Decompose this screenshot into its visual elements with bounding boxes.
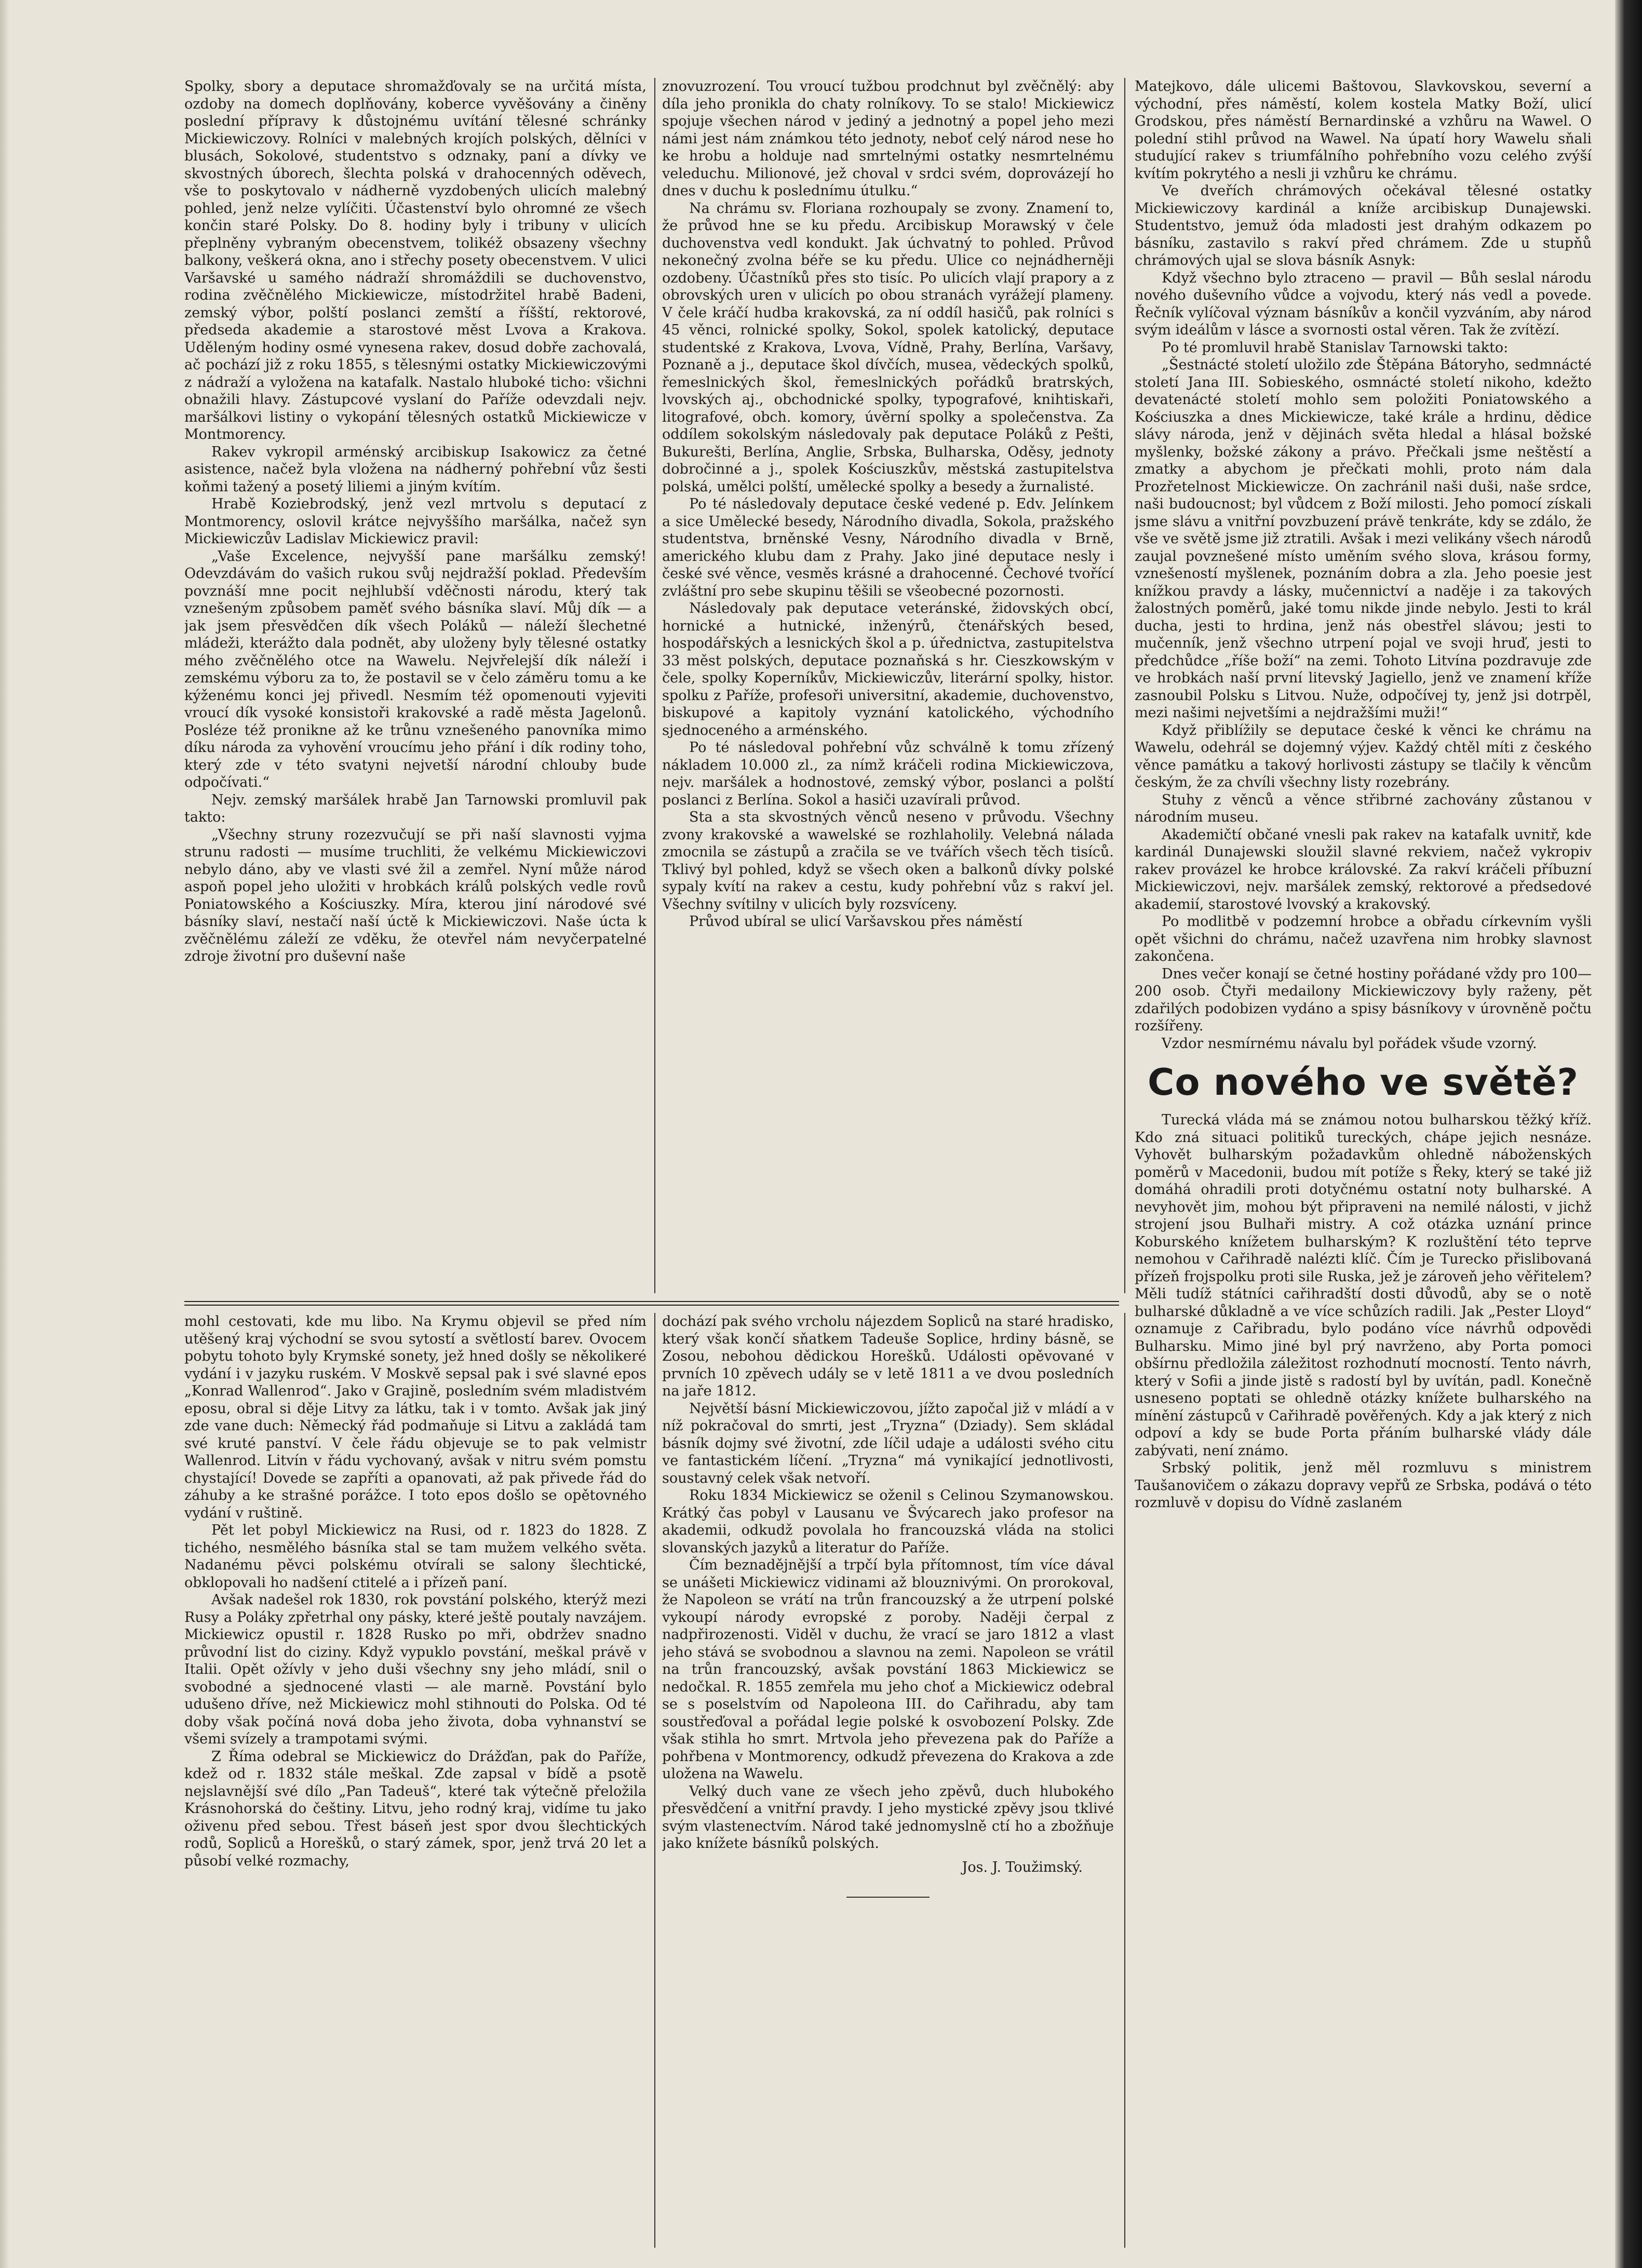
paragraph: Po modlitbě v podzemní hrobce a obřadu církevním vyšli opět všichni do chrámu, načež uzavřena nim hrobky slavnost zakončena.	[1135, 914, 1592, 964]
paragraph: Dnes večer konají se četné hostiny pořádané vždy pro 100—200 osob. Čtyři medailony Mickiewiczovy byly raženy, pět zdařilých podobizen vydáno a spisy básníkovy v úrovněně počtu rozšířeny.	[1135, 965, 1592, 1034]
paragraph: Po té následoval pohřební vůz schválně k tomu zřízený nákladem 10.000 zl., za nímž kráčeli rodina Mickiewiczova, nejv. maršálek a hodnostové, zemský výbor, poslanci a polští poslanci z Berlína. Sokol a hasiči uzavírali průvod.	[662, 740, 1114, 808]
paragraph: „Šestnácté století uložilo zde Štěpána Bátoryho, sedmnácté století Jana III. Sobieského, osmnácté století nikoho, kdežto devatenácté století mohlo sem položiti Poniatowského a Kościuszka a dnes Mickiewicze, také krále a hrdinu, dědice slávy národa, jenž v dějinách světa hledal a hlásal božské myšlenky, božské zákony a právo. Přečkali jsme neštěstí a zmatky a abychom je přečkati mohli, proto nám dala Prozřetelnost Mickiewicze. On zachránil naši duši, naše srdce, naši budoucnost; byl vůdcem z Boží milosti. Jeho pomocí získali jsme slávu a vnitřní povzbuzení právě tenkráte, kdy se zdálo, že vše ve světě jsme již ztratili. Avšak i mezi velikány všech národů zaujal povznešené místo uměním svého slova, krásou formy, vznešeností myšlenek, poznáním dobra a zla. Jeho poesie jest knížkou pravdy a lásky, mučennictví a naděje i za takových žalostných poměrů, jaké tomu nikde jinde nebylo. Jesti to král ducha, jesti to hrdina, jenž nás obestřel slávou; jesti to mučenník, jenž všechno utrpení pojal ve svoji hruď, jesti to předchůdce „říše boží“ na zemi. Tohoto Litvína pozdravuje zde ve hrobkách naší první litevský Jagiello, jenž ve znamení kříže zasnoubil Polsku s Litvou. Nuže, odpočívej ty, jenž jsi dotrpěl, mezi našimi nejvetšími a nejdražšími muži!“	[1135, 357, 1592, 721]
paragraph: Rakev vykropil arménský arcibiskup Isakowicz za četné asistence, načež byla vložena na nádherný pohřební vůz šesti koňmi tažený a posetý liliemi a jiným kvítím.	[184, 444, 647, 495]
paragraph: dochází pak svého vrcholu nájezdem Sopliců na staré hradisko, který však končí sňatkem Tadeuše Soplice, hrdiny básně, se Zosou, nebohou dědickou Horešků. Události opěvované v prvních 10 zpěvech udály se v letě 1811 a ve dvou posledních na jaře 1812.	[662, 1313, 1114, 1399]
paragraph: Turecká vláda má se známou notou bulharskou těžký kříž. Kdo zná situaci politiků tureckých, chápe jejich nesnáze. Vyhovět bulharským požadavkům ohledně náboženských poměrů v Macedonii, budou mít potíže s Řeky, který se také již domáhá ohradili proti dotyčnému ostatní noty bulharské. A nevyhovět jim, mohou být připraveni na nemilé nálosti, v jichž strojení jsou Bulhaři mistry. A což otázka uznání prince Koburského knížetem bulharským? K rozluštění této teprve nemohou v Cařihradě nalézti klíč. Čím je Turecko přislibovaná přízeň frojspolku proti sile Ruska, jež je zároveň jeho věřitelem? Měli tudíž státníci cařihradští dosti důvodů, aby se o notě bulharské důkladně a ve více schůzích radili. Jak „Pester Lloyd“ oznamuje z Cařibradu, bylo podáno více návrhů odpovědi Bulharsku. Mimo jiné byl prý navrženo, aby Porta pomoci obšírnu předložila záležitost rozhodnutí mocností. Tento návrh, který v Sofii a jinde jistě s radostí byl by uvítán, padl. Konečně usneseno poptati se ohledně otázky knížete bulharského na mínění zástupců v Cařihradě pověřených. Kdy a jak který z nich odpoví a kdy se bude Porta přáním bulharské vlády dále zabývati, není známo.	[1135, 1112, 1592, 1459]
paragraph: Sta a sta skvostných věnců neseno v průvodu. Všechny zvony krakovské a wawelské se rozhlaholily. Velebná nálada zmocnila se zástupů a zračila se ve tvářích všech těch tisíců. Tklivý byl pohled, když se všech oken a balkonů dívky polské sypaly kvítí na rakev a cestu, kudy pohřební vůz s rakví jel. Všechny svítilny v ulicích byly rozsvíceny.	[662, 809, 1114, 912]
paragraph: Hrabě Koziebrodský, jenž vezl mrtvolu s deputací z Montmorency, oslovil krátce nejvyššího maršálka, načež syn Mickiewiczův Ladislav Mickiewicz pravil:	[184, 496, 647, 547]
newspaper-page	[184, 78, 1607, 2249]
column-2	[662, 1313, 1114, 2248]
paragraph: Velký duch vane ze všech jeho zpěvů, duch hlubokého přesvědčení a vnitřní pravdy. I jeho mystické zpěvy jsou tklivé svým vlastenectvím. Národ také jednomyslně ctí ho a zbožňuje jako knížete básníků polských.	[662, 1783, 1114, 1851]
paragraph: „Všechny struny rozezvučují se při naší slavnosti vyjma strunu radosti — musíme truchliti, že velkému Mickiewiczovi nebylo dáno, aby ve vlasti své žil a zemřel. Nyní může národ aspoň popel jeho uložiti v hrobkách králů polských vedle rovů Poniatowského a Kościuszky. Míra, kterou jiní národové své básníky slaví, nestačí naší úctě k Mickiewiczovi. Naše úcta k zvěčnělému záleží ze vděku, že otevřel nám nevyčerpatelné zdroje životní pro duševní naše	[184, 826, 647, 964]
scan-edge-right	[1615, 0, 1642, 2268]
paragraph: Matejkovo, dále ulicemi Baštovou, Slavkovskou, severní a východní, přes náměstí, kolem kostela Matky Boží, ulicí Grodskou, přes náměstí Bernardinské a vzhůru na Wawel. O polední stihl průvod na Wawel. Na úpatí hory Wawelu sňali studující rakev s triumfálního pohřebního vozu celého zvýší kvítím pokrytého a nesli ji vzhůru ke chrámu.	[1135, 78, 1592, 182]
paragraph: Čím beznadějnější a trpčí byla přítomnost, tím více dával se unášeti Mickiewicz vidinami až blouznivými. On prorokoval, že Napoleon se vrátí na trůn francouzský a že utrpení polské vykoupí národy evropské z poroby. Naději čerpal z nadpřirozenosti. Viděl v duchu, že vrací se jaro 1812 a vlast jeho stává se svobodnou a slavnou na zemi. Napoleon se vrátil na trůn francouzský, avšak povstání 1863 Mickiewicz se nedočkal. R. 1855 zemřela mu jeho choť a Mickiewicz odebral se s poselstvím od Napoleona III. do Cařihradu, aby tam soustřeďoval a pořádal legie polské k osvobození Polsky. Zde však stihla ho smrt. Mrtvola jeho převezena pak do Paříže a pohřbena v Montmorency, odkudž převezena do Krakova a zde uložena na Wawelu.	[662, 1557, 1114, 1782]
paragraph: „Vaše Excelence, nejvyšší pane maršálku zemský! Odevzdávám do vašich rukou svůj nejdražší poklad. Především povznáší mne pocit nejhlubší vděčnosti národu, který tak vznešeným způsobem paměť svého básníka slaví. Můj dík — a jak jsem přesvědčen dík všech Poláků — náleží šlechetné mládeži, kterážto dala podnět, aby uloženy byly tělesné ostatky mého zvěčnělého otce na Wawelu. Nejvřelejší dík náleží i zemskému výboru za to, že postavil se v čelo záměru tomu a ke kýženému konci jej přivedl. Nesmím též opomenouti vyjeviti vroucí dík vysoké konsistoři krakovské a radě města Jagelonů. Posléze též pronikne až ke trůnu vznešeného panovníka mimo díku národa za vyhovění vroucímu jeho přání i dík rodiny toho, který zde v této svatyni nejvetší národní chlouby bude odpočívati.“	[184, 548, 647, 790]
section-heading: Co nového ve světě?	[1148, 1061, 1579, 1104]
paragraph: Nejv. zemský maršálek hrabě Jan Tarnowski promluvil pak takto:	[184, 791, 647, 825]
paragraph: Vzdor nesmírnému návalu byl pořádek všude vzorný.	[1162, 1035, 1537, 1052]
paragraph: Největší básní Mickiewiczovou, jížto započal již v mládí a v níž pokračoval do smrti, jest „Tryzna“ (Dziady). Sem skládal básník dojmy své životní, zde líčil udaje a události svého citu ve fantastickém líčení. „Tryzna“ má vynikající jednotlivosti, soustavný celek však netvoří.	[662, 1400, 1114, 1486]
paragraph: Roku 1834 Mickiewicz se oženil s Celinou Szymanowskou. Krátký čas pobyl v Lausanu ve Švýcarech jako profesor na akademii, odkudž povolala ho francouzská vláda na stolici slovanských jazyků a literatur do Paříže.	[662, 1487, 1114, 1556]
paragraph: Na chrámu sv. Floriana rozhoupaly se zvony. Znamení to, že průvod hne se ku předu. Arcibiskup Morawský v čele duchovenstva vedl kondukt. Jak úchvatný to pohled. Průvod nekonečný zvolna béře se ku předu. Ulice co nejnádherněji ozdobeny. Účastníků přes sto tisíc. Po ulicích vlají prapory a z obrovských uren v ulicích po obou stranách vyrážejí plameny. V čele kráčí hudba krakovská, za ní oddíl hasičů, pak rolníci s 45 věnci, rolnické spolky, Sokol, spolek katolický, deputace studentské z Krakova, Lvova, Vídně, Prahy, Berlína, Varšavy, Poznaně a j., deputace škol dívčích, musea, vědeckých spolků, řemeslnických škol, řemeslnických pořádků bratrských, lvovských aj., obchodnické spolky, typografové, knihtiskaři, litografové, obch. komory, úvěrní spolky a společenstva. Za oddílem sokolským následovaly pak deputace Poláků z Pešti, Bukurešti, Berlína, Anglie, Srbska, Bulharska, Oděsy, jednoty dobročinné a j., spolek Kościuszkův, městská zastupitelstva polská, umělci polští, umělecké spolky a besedy a žurnalisté.	[662, 200, 1114, 495]
column-divider	[1124, 1313, 1125, 2248]
column-1	[184, 1313, 647, 2248]
scan-edge-left	[0, 0, 9, 2268]
paragraph: Z Říma odebral se Mickiewicz do Drážďan, pak do Paříže, kdež od r. 1832 stále meškal. Zde zapsal v bídě a psotě nejslavnější své dílo „Pan Tadeuš“, které tak výtečně přeložila Krásnohorská do češtiny. Litvu, jeho rodný kraj, vidíme tu jako oživenu před sebou. Třest báseň jest spor dvou šlechtických rodů, Sopliců a Horešků, o starý zámek, spor, jenž trvá 20 let a působí velké rozmachy,	[184, 1748, 647, 1869]
paragraph: Ve dveřích chrámových očekával tělesné ostatky Mickiewiczovy kardinál a kníže arcibiskup Dunajewski. Studentstvo, jemuž óda mladosti jest drahým odkazem po básníku, zastavilo s rakví před chrámem. Zde u stupňů chrámových ujal se slova básník Asnyk:	[1135, 183, 1592, 269]
column-divider	[654, 78, 655, 1293]
feuilleton-section	[184, 1313, 1607, 2248]
column-1	[184, 78, 647, 1293]
author-signature: Jos. J. Toužimský.	[962, 1859, 1083, 1875]
paragraph: mohl cestovati, kde mu libo. Na Krymu objevil se před ním utěšený kraj východní se svou sytostí a světlostí barev. Ovocem pobytu tohoto byly Krymské sonety, jež hned došly se několikeré vydání i v jazyku ruském. V Moskvě sepsal pak i své slavné epos „Konrad Wallenrod“. Jako v Grajině, posledním svém mladistvém eposu, obral si děje Litvy za látku, tak i v tomto. Avšak jak jiný zde vane duch: Německý řád podmaňuje si Litvu a zakládá tam své kruté panství. V čele řádu objevuje se to pak velmistr Wallenrod. Litvín v řádu vychovaný, avšak v nitru svém pomstu chystající! Dovede se zapříti a opanovati, až pak přivede řád do záhuby a ke strašné porážce. I toto epos došlo se opětovného vydání v ruštině.	[184, 1313, 647, 1521]
paragraph: Pět let pobyl Mickiewicz na Rusi, od r. 1823 do 1828. Z tichého, nesmělého básníka stal se tam mužem velkého světa. Nadanému pěvci polskému otvírali se salony šlechtické, obklopovali ho nadšení ctitelé a i přízeň paní.	[184, 1522, 647, 1591]
paragraph: Následovaly pak deputace veteránské, židovských obcí, hornické a hutnické, inženýrů, čtenářských besed, hospodářských a lesnických škol a p. úřednictva, zastupitelstva 33 měst polských, deputace poznaňská s hr. Cieszkowským v čele, spolky Koperníkův, Mickiewiczův, literární spolky, histor. spolku z Paříže, profesoři universitní, akademie, duchovenstvo, biskupové a kapitoly vyznání katolického, východního sjednoceného a arménského.	[662, 600, 1114, 739]
paragraph: Avšak nadešel rok 1830, rok povstání polského, kterýž mezi Rusy a Poláky zpřetrhal ony pásky, které ještě poutaly navzájem. Mickiewicz opustil r. 1828 Rusko po mři, obdržev snadno průvodní list do ciziny. Když vypuklo povstání, meškal právě v Italii. Opět ožívly v jeho duši všechny sny jeho mládí, snil o svobodné a sjednocené vlasti — ale marně. Povstání bylo udušeno dříve, než Mickiewicz mohl stihnouti do Polska. Od té doby však počíná nová doba jeho života, doba vyhnanství se všemi svízely a trampotami svými.	[184, 1592, 647, 1747]
paragraph: Stuhy z věnců a věnce střibrné zachovány zůstanou v národním museu.	[1135, 791, 1592, 825]
paragraph: Průvod ubíral se ulicí Varšavskou přes náměstí	[689, 914, 1022, 930]
paragraph: Po té promluvil hrabě Stanislav Tarnowski takto:	[1162, 339, 1509, 356]
paragraph: Srbský politik, jenž měl rozmluvu s ministrem Taušanovičem o zákazu dopravy vepřů ze Srbska, podává o této rozmluvě v dopisu do Vídně zaslaném	[1135, 1460, 1592, 1511]
paragraph: Spolky, sbory a deputace shromažďovaly se na určitá místa, ozdoby na domech doplňovány, koberce vyvěšovány a činěny poslední přípravy k důstojnému uvítání tělesné schránky Mickiewiczovy. Rolníci v malebných krojích polských, dělníci v blusách, Sokolové, studentstvo s odznaky, paní a dívky ve skvostných úborech, šlechta polská v drahocenných oděvech, vše to poskytovalo v nádherně vyzdobených ulicích malebný pohled, jenž nelze vylíčiti. Účastenství bylo ohromné ze všech končin staré Polsky. Do 8. hodiny byly i tribuny v ulicích přeplněny vybraným obecenstvem, tolikéž obsazeny všechny balkony, veškerá okna, ano i střechy posety obecenstvem. V ulici Varšavské u samého nádraží shromáždili se duchovenstvo, rodina zvěčnělého Mickiewicze, místodržitel hrabě Badeni, zemský výbor, polští poslanci zemští a říšští, rektorové, předseda akademie a starostové měst Lvova a Krakova. Uděleným hodiny osmé vynesena rakev, dosud dobře zachovalá, ač pochází již z roku 1855, s tělesnými ostatky Mickiewiczovými z nádraží a vyložena na katafalk. Nastalo hluboké ticho: všichni obnažili hlavy. Zástupcové vyslaní do Paříže odevzdali nejv. maršálkovi listiny o vykopání tělesných ostatků Mickiewicze v Montmorency.	[184, 78, 647, 442]
paragraph: Když přiblížily se deputace české k věnci ke chrámu na Wawelu, odehrál se dojemný výjev. Každý chtěl míti z českého věnce památku a takový horlivosti zástupy se tlačily k věncům českým, že za chvíli všechny listy rozebrány.	[1135, 722, 1592, 790]
section-divider	[184, 1301, 1119, 1306]
end-rule	[846, 1897, 930, 1898]
paragraph: Po té následovaly deputace české vedené p. Edv. Jelínkem a sice Umělecké besedy, Národního divadla, Sokola, pražského studentstva, brněnské Vesny, Národního divadla v Brně, amerického klubu dam z Prahy. Jako jiné deputace nesly i české své věnce, vesměs krásné a drahocenné. Čechové tvořící zvláštní pro sebe skupinu těšili se všeobecné pozornosti.	[662, 496, 1114, 599]
column-divider	[654, 1313, 655, 2248]
column-2	[662, 78, 1114, 1293]
paragraph: Akademičtí občané vnesli pak rakev na katafalk uvnitř, kde kardinál Dunajewski sloužil slavné rekviem, načež vykropiv rakev provázel ke hrobce královské. Za rakví kráčeli příbuzní Mickiewiczovi, nejv. maršálek zemský, rektorové a předsedové akademií, starostové lvovský a krakovský.	[1135, 826, 1592, 912]
paragraph: Když všechno bylo ztraceno — pravil — Bůh seslal národu nového duševního vůdce a vojvodu, který nás vedl a povede. Řečník vylíčoval význam básníkův a končil vyzváním, aby národ svým ideálům v lásce a svornosti ostal věren. Tak že zvítězí.	[1135, 270, 1592, 338]
column-divider	[1124, 78, 1125, 1293]
paragraph: znovuzrození. Tou vroucí tužbou prodchnut byl zvěčnělý: aby díla jeho pronikla do chaty rolníkovy. To se stalo! Mickiewicz spojuje všechen národ v jediný a jednotný a popel jeho mezi námi jest nám známkou této jednoty, neboť celý národ nese ho ke hrobu a holduje nad smrtelnými ostatky nesmrtelnému veleduchu. Milionové, jež choval v srdci svém, doprovázejí ho dnes v duchu k poslednímu útulku.“	[662, 78, 1114, 199]
